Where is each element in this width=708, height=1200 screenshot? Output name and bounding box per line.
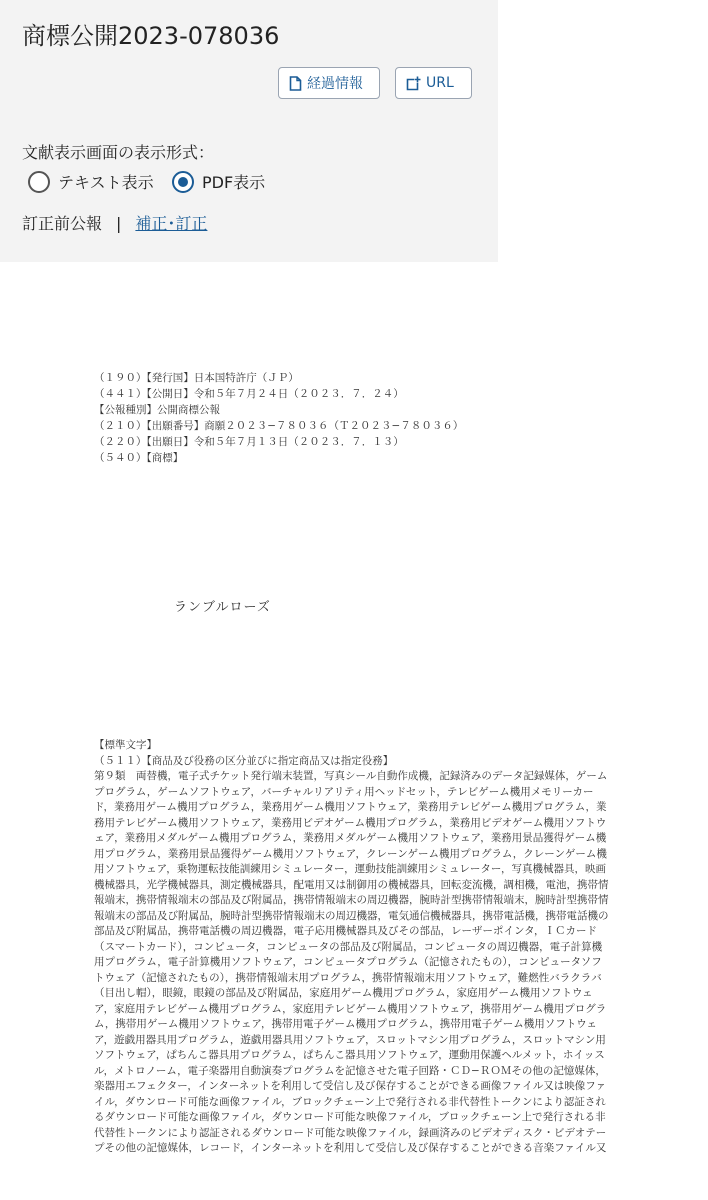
- goods-line: 第９類 両替機，電子式チケット発行端末装置，写真シール自動作成機，記録済みのデータ記録媒体，ゲーム: [94, 770, 608, 782]
- goods-line: イル，ダウンロード可能な画像ファイル，ブロックチェーン上で発行される非代替性トークンにより認証され: [94, 1095, 606, 1108]
- document-icon: [289, 76, 302, 91]
- page-title: 商標公開2023-078036: [22, 22, 280, 50]
- goods-line: 部品及び附属品，携帯電話機の周辺機器，電子応用機械器具及びその部品，レーザーポインタ，ＩＣカード: [94, 925, 597, 937]
- radio-text-display[interactable]: [28, 170, 154, 193]
- add-link-icon: [406, 76, 421, 91]
- goods-heading: （５１１）【商品及び役務の区分並びに指定商品又は指定役務】: [94, 754, 394, 767]
- bibliographic-data: [94, 370, 463, 466]
- goods-line: （目出し帽），眼鏡，眼鏡の部品及び附属品，家庭用ゲーム機用プログラム，家庭用ゲーム機用ソフトウェ: [94, 987, 593, 999]
- meta-line: 【公報種別】公開商標公報: [94, 404, 220, 416]
- version-current: 訂正前公報: [22, 214, 103, 233]
- meta-line: （５４０）【商標】: [94, 452, 184, 464]
- goods-line: 楽器用エフェクター，インターネットを利用して受信し及び保存することができる画像ファイル又は映像ファ: [94, 1080, 606, 1092]
- goods-line: 報端末，携帯情報端末の部品及び附属品，携帯情報端末の周辺機器，腕時計型携帯情報端末，腕時計型携帯情: [94, 894, 609, 906]
- goods-line: ム，携帯用ゲーム機用ソフトウェア，携帯用電子ゲーム機用プログラム，携帯用電子ゲーム機用ソフトウェ: [94, 1018, 597, 1030]
- goods-line: るダウンロード可能な画像ファイル，ダウンロード可能な映像ファイル，ブロックチェーン上で発行される非: [94, 1111, 606, 1123]
- goods-line: 用プログラム，業務用景品獲得ゲーム機用ソフトウェア，クレーンゲーム機用プログラム，クレーンゲーム機: [94, 847, 607, 860]
- goods-line: 用ソフトウェア，乗物運転技能訓練用シミュレーター，運動技能訓練用シミュレーター，写真機械器具，映画: [94, 863, 606, 875]
- version-separator: |: [116, 214, 122, 233]
- radio-unchecked-icon[interactable]: [28, 171, 50, 193]
- meta-line: （２１０）【出願番号】商願２０２３−７８０３６（Ｔ２０２３−７８０３６）: [94, 420, 464, 432]
- meta-line: （２２０）【出願日】令和５年７月１３日（２０２３．７．１３）: [94, 436, 404, 448]
- designated-goods: [94, 769, 662, 1157]
- goods-line: 報端末の部品及び附属品，腕時計型携帯情報端末の周辺機器，電気通信機械器具，携帯電話機，携帯電話機の: [94, 909, 609, 922]
- goods-line: ド，業務用ゲーム機用プログラム，業務用ゲーム機用ソフトウェア，業務用テレビゲーム機用プログラム，業: [94, 801, 607, 813]
- display-format-label: 文献表示画面の表示形式：: [22, 143, 215, 162]
- goods-line: ア，遊戯用器具用プログラム，遊戯用器具用ソフトウェア，スロットマシン用プログラム，スロットマシン用: [94, 1033, 606, 1046]
- goods-line: ソフトウェア，ぱちんこ器具用プログラム，ぱちんこ器具用ソフトウェア，運動用保護ヘルメット，ホイッス: [94, 1049, 605, 1061]
- radio-pdf-display[interactable]: [172, 170, 265, 193]
- radio-text-label: テキスト表示: [58, 173, 154, 192]
- goods-line: ェア，業務用メダルゲーム機用プログラム，業務用メダルゲーム機用ソフトウェア，業務用景品獲得ゲーム機: [94, 832, 607, 844]
- radio-checked-icon[interactable]: [172, 171, 194, 193]
- goods-line: 代替性トークンにより認証されるダウンロード可能な映像ファイル，録画済みのビデオディスク・ビデオテー: [94, 1126, 607, 1139]
- goods-line: 機械器具，光学機械器具，測定機械器具，配電用又は制御用の機械器具，回転変流機，調相機，電池，携帯情: [94, 878, 609, 891]
- header-panel: [0, 0, 498, 262]
- meta-line: （１９０）【発行国】日本国特許庁（ＪＰ）: [94, 372, 299, 384]
- goods-line: プログラム，ゲームソフトウェア，バーチャルリアリティ用ヘッドセット，テレビゲーム機用メモリーカー: [94, 785, 594, 798]
- goods-line: 用プログラム，電子計算機用ソフトウェア，コンピュータプログラム（記憶されたもの），コンピュータソフ: [94, 956, 602, 968]
- version-switcher: [22, 211, 207, 234]
- standard-characters-label: 【標準文字】: [94, 739, 157, 751]
- goods-line: プその他の記憶媒体，レコード，インターネットを利用して受信し及び保存することができる音楽ファイル又: [94, 1142, 607, 1154]
- goods-section-labels: [94, 738, 393, 769]
- goods-line: ア，家庭用テレビゲーム機用プログラム，家庭用テレビゲーム機用ソフトウェア，携帯用ゲーム機用プログラ: [94, 1002, 607, 1015]
- trademark-text: ランブルローズ: [174, 600, 271, 615]
- radio-pdf-label: PDF表示: [202, 173, 266, 192]
- goods-line: トウェア（記憶されたもの），携帯情報端末用プログラム，携帯情報端末用ソフトウェア，難燃性バラクラバ: [94, 971, 602, 984]
- goods-line: 務用テレビゲーム機用ソフトウェア，業務用ビデオゲーム機用プログラム，業務用ビデオゲーム機用ソフトウ: [94, 816, 607, 829]
- document-viewer: [22, 262, 708, 1200]
- history-button[interactable]: [278, 67, 380, 99]
- url-button-label: URL: [426, 75, 454, 91]
- meta-line: （４４１）【公開日】令和５年７月２４日（２０２３．７．２４）: [94, 388, 404, 400]
- url-button[interactable]: [395, 67, 472, 99]
- history-button-label: 経過情報: [307, 76, 363, 92]
- goods-line: ル，メトロノーム，電子楽器用自動演奏プログラムを記憶させた電子回路・ＣＤ−ＲＯＭその他の記憶媒体，: [94, 1064, 606, 1077]
- goods-line: （スマートカード），コンピュータ，コンピュータの部品及び附属品，コンピュータの周辺機器，電子計算機: [94, 940, 603, 953]
- version-amendment-link[interactable]: 補正･訂正: [135, 214, 208, 233]
